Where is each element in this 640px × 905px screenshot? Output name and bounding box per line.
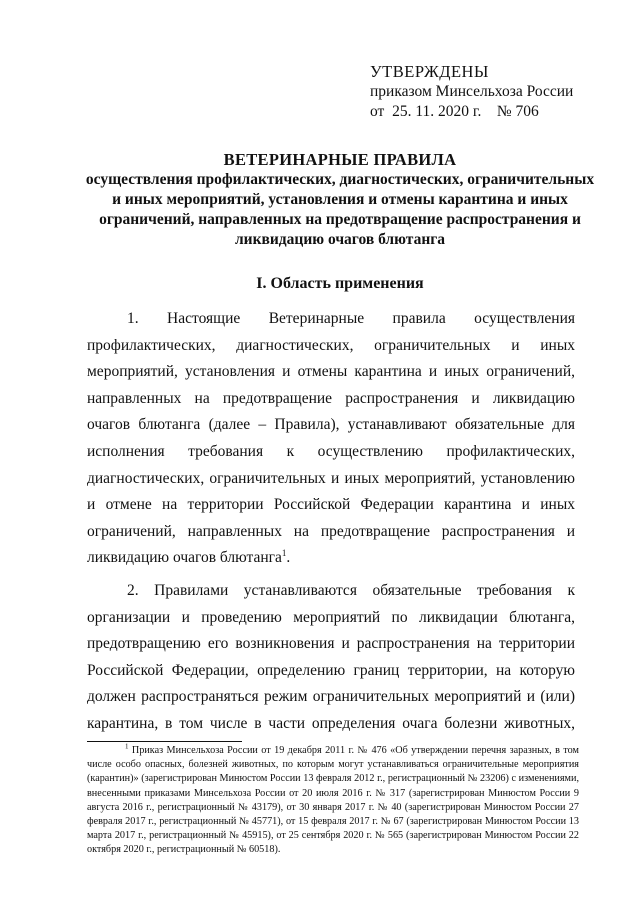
approval-title: УТВЕРЖДЕНЫ: [370, 62, 489, 81]
footnote-reference: 1: [281, 548, 287, 559]
document-title: [80, 150, 600, 250]
paragraph-1-end: .: [286, 549, 291, 567]
document-title-subtitle: осуществления профилактических, диагностических, ограничительных и иных мероприятий, установления и отмены карантина и иных ограничений, направленных на предотвращение распространения и ликвидацию очагов блютанга: [85, 171, 595, 248]
footnote-text: Приказ Минсельхоза России от 19 декабря 2011 г. № 476 «Об утверждении перечня заразных, в том числе особо опасных, болезней животных, по которым могут устанавливаться ограничительные мероприятия (карантин)» (зарегистрирован Минюстом России 13 февраля 2012 г., регистрационный № 23206) с изменениями, внесенными приказами Минсельхоза России от 20 июля 2016 г. № 317 (зарегистрирован Минюстом России 9 августа 2016 г., регистрационный № 43179), от 30 января 2017 г. № 40 (зарегистрирован Минюстом России 27 февраля 2017 г., регистрационный № 45771), от 15 февраля 2017 г. № 67 (зарегистрирован Минюстом России 13 марта 2017 г., регистрационный № 45915), от 25 сентября 2020 г. № 565 (зарегистрирован Минюстом России 22 октября 2020 г., регистрационный № 60518).: [87, 745, 579, 856]
paragraph-1-text: 1. Настоящие Ветеринарные правила осуществления профилактических, диагностических, ограничительных и иных мероприятий, установления и отмены карантина и иных ограничений, направленных на предотвращение распространения и ликвидацию очагов блютанга (далее – Правила), устанавливают обязательные для исполнения требования к осуществлению профилактических, диагностических, ограничительных и иных мероприятий, установлению и отмене на территории Российской Федерации карантина и иных ограничений, направленных на предотвращение распространения и ликвидацию очагов блютанга: [87, 310, 575, 567]
section-heading: I. Область применения: [256, 275, 424, 292]
approval-order: приказом Минсельхоза России: [370, 83, 574, 100]
approval-block: [370, 62, 573, 122]
footnote-divider: [87, 741, 242, 742]
document-title-main: ВЕТЕРИНАРНЫЕ ПРАВИЛА: [223, 150, 457, 169]
approval-date-number: от 25. 11. 2020 г. № 706: [370, 103, 539, 120]
footnote: [87, 744, 579, 858]
paragraph-1: [87, 306, 575, 572]
document-body: [87, 306, 575, 738]
paragraph-2-text: 2. Правилами устанавливаются обязательные требования к организации и проведению мероприятий по ликвидации блютанга, предотвращению его возникновения и распространения на территории Российской Федерации, определению границ территории, на которую должен распространяться режим ограничительных мероприятий и (или) карантина, в том числе в части определения очага болезни животных,: [87, 581, 575, 732]
footnote-number: 1: [125, 742, 129, 751]
paragraph-2: [87, 578, 575, 738]
